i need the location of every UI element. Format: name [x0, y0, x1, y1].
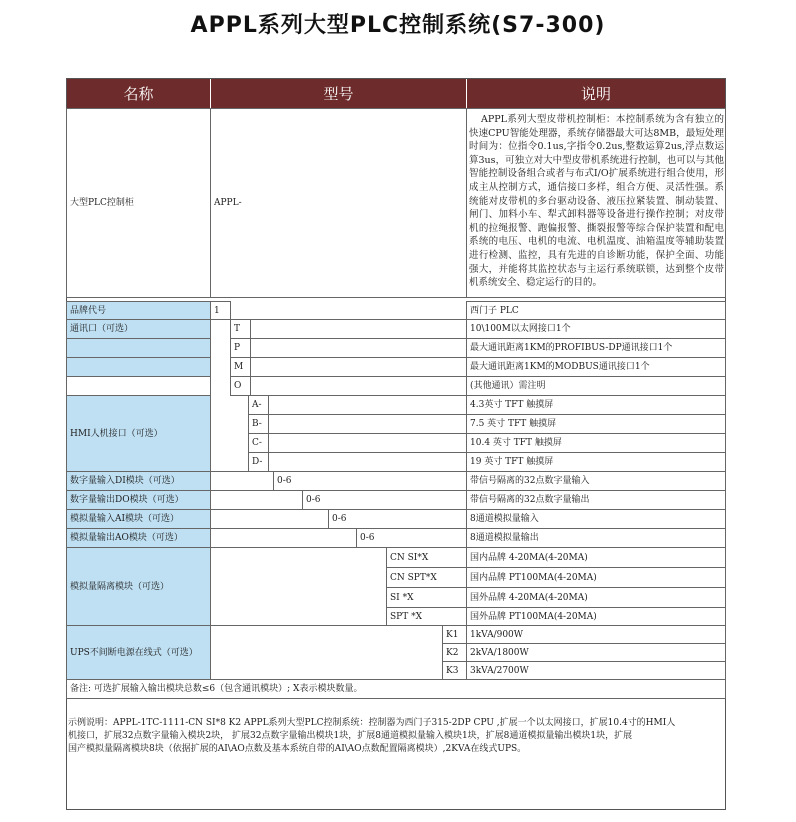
hmi-fill: [268, 395, 467, 415]
iso-code: CN SI*X: [386, 547, 467, 568]
row-label-ups: UPS不间断电源在线式（可选）: [66, 625, 211, 680]
row-label-di: 数字量输入DI模块（可选）: [66, 471, 211, 491]
iso-desc: 国内品牌 4-20MA(4-20MA): [466, 547, 726, 568]
example-line-1: 示例说明：APPL-1TC-1111-CN SI*8 K2 APPL系列大型PLC控制系统：控制器为西门子315-2DP CPU ,扩展一个以太网接口，扩展10.4寸的HMI人: [68, 718, 676, 728]
hmi-code: B-: [248, 414, 269, 434]
row-label-blank: [66, 338, 211, 358]
ai-fill: [210, 509, 329, 529]
row-label-hmi: HMI人机接口（可选）: [66, 395, 211, 472]
comm-code: P: [230, 338, 251, 358]
iso-desc: 国外品牌 4-20MA(4-20MA): [466, 587, 726, 608]
ups-code: K1: [442, 625, 467, 644]
ups-fill: [210, 625, 443, 680]
hmi-fill: [268, 433, 467, 453]
header-description: 说明: [467, 79, 725, 108]
comm-desc: 10\100M以太网接口1个: [466, 319, 726, 339]
row-label-ai: 模拟量输入AI模块（可选）: [66, 509, 211, 529]
comm-desc: 最大通讯距离1KM的MODBUS通讯接口1个: [466, 357, 726, 377]
brand-code: 1: [210, 301, 231, 320]
intro-description-cell: [466, 108, 726, 298]
row-label-blank: [66, 357, 211, 377]
example-line-3: 国产模拟量隔离模块8块（依据扩展的AI\AO点数及基本系统自带的AI\AO点数配置隔离模块）,2KVA在线式UPS。: [68, 744, 527, 754]
intro-model: APPL-: [210, 108, 467, 298]
example-line-2: 机接口，扩展32点数字量输入模块2块， 扩展32点数字量输出模块1块，扩展8通道模拟量输入模块1块，扩展8通道模拟量输出模块1块，扩展: [68, 731, 633, 741]
comm-code: O: [230, 376, 251, 396]
ao-code: 0-6: [356, 528, 467, 548]
iso-desc: 国内品牌 PT100MA(4-20MA): [466, 567, 726, 588]
hmi-code: A-: [248, 395, 269, 415]
comm-fill: [250, 319, 467, 339]
hmi-fill: [268, 414, 467, 434]
row-label-ao: 模拟量输出AO模块（可选）: [66, 528, 211, 548]
di-desc: 带信号隔离的32点数字量输入: [466, 471, 726, 491]
hmi-desc: 19 英寸 TFT 触摸屏: [466, 452, 726, 472]
hmi-desc: 4.3英寸 TFT 触摸屏: [466, 395, 726, 415]
iso-code: CN SPT*X: [386, 567, 467, 588]
iso-code: SI *X: [386, 587, 467, 608]
ups-desc: 2kVA/1800W: [466, 643, 726, 662]
iso-fill: [210, 547, 387, 626]
row-label-isolation: 模拟量隔离模块（可选）: [66, 547, 211, 626]
ups-code: K3: [442, 661, 467, 680]
hmi-code: D-: [248, 452, 269, 472]
iso-code: SPT *X: [386, 607, 467, 626]
ups-desc: 3kVA/2700W: [466, 661, 726, 680]
ups-code: K2: [442, 643, 467, 662]
hmi-desc: 7.5 英寸 TFT 触摸屏: [466, 414, 726, 434]
row-label-do: 数字量输出DO模块（可选）: [66, 490, 211, 510]
comm-desc: 最大通讯距离1KM的PROFIBUS-DP通讯接口1个: [466, 338, 726, 358]
comm-fill: [250, 357, 467, 377]
comm-code: T: [230, 319, 251, 339]
do-desc: 带信号隔离的32点数字量输出: [466, 490, 726, 510]
ups-desc: 1kVA/900W: [466, 625, 726, 644]
intro-description: APPL系列大型皮带机控制柜：本控制系统为含有独立的快速CPU智能处理器，系统存储器最大可达8MB，最短处理时间为：位指令0.1us,字指令0.2us,整数运算2us,浮点数运算3us，可独立对大中型皮带机系统进行控制，也可以与其他智能控制设备组合或者与布式I/O扩展系统进行组合使用，形成主从控制方式，通信接口多样，组合方便、灵活性强。系统能对皮带机的多台驱动设备、液压拉紧装置、制动装置、闸门、加料小车、犁式卸料器等设备进行操作控制；对皮带机的拉绳报警、跑偏报警、撕裂报警等综合保护装置和配电系统的电压、电机的电流、电机温度、油箱温度等辅助装置进行检测、监控，具有先进的自诊断功能，保护全面、功能强大，并能将其监控状态与主运行系统联锁，达到整个皮带机系统安全、稳定运行的目的。: [469, 114, 724, 289]
row-label-blank: [66, 376, 211, 396]
di-code: 0-6: [273, 471, 467, 491]
do-code: 0-6: [302, 490, 467, 510]
ao-fill: [210, 528, 357, 548]
header-model: 型号: [211, 79, 466, 108]
intro-name: 大型PLC控制柜: [66, 108, 211, 298]
brand-desc: 西门子 PLC: [466, 301, 726, 320]
hmi-code: C-: [248, 433, 269, 453]
ai-desc: 8通道模拟量输入: [466, 509, 726, 529]
hmi-desc: 10.4 英寸 TFT 触摸屏: [466, 433, 726, 453]
comm-code: M: [230, 357, 251, 377]
page-title: APPL系列大型PLC控制系统(S7-300): [190, 13, 606, 38]
header-name: 名称: [67, 79, 210, 108]
comm-desc: (其他通讯）需注明: [466, 376, 726, 396]
row-label-brand: 品牌代号: [66, 301, 211, 320]
iso-desc: 国外品牌 PT100MA(4-20MA): [466, 607, 726, 626]
ai-code: 0-6: [328, 509, 467, 529]
comm-fill: [250, 338, 467, 358]
do-fill: [210, 490, 303, 510]
remark: 备注: 可选扩展输入输出模块总数≤6（包含通讯模块）; X表示模块数量。: [66, 679, 726, 699]
di-fill: [210, 471, 274, 491]
row-label-comm: 通讯口（可选）: [66, 319, 211, 339]
ao-desc: 8通道模拟量输出: [466, 528, 726, 548]
